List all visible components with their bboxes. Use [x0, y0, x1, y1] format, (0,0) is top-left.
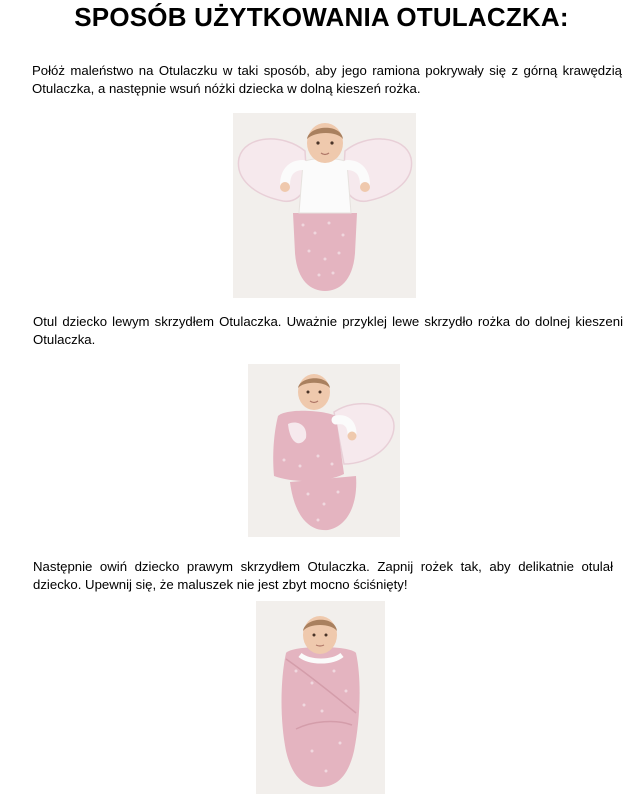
step-3-text: Następnie owiń dziecko prawym skrzydłem Otulaczka. Zapnij rożek tak, aby delikatnie otulał dziecko. Upewnij się, że maluszek nie jest zbyt mocno ściśnięty!: [33, 559, 613, 592]
step-2-photo: [248, 364, 400, 537]
page-title: SPOSÓB UŻYTKOWANIA OTULACZKA:: [74, 2, 569, 32]
baby-on-open-swaddle-illustration: [233, 113, 416, 298]
step-2-text: Otul dziecko lewym skrzydłem Otulaczka. Uważnie przyklej lewe skrzydło rożka do dolnej kieszeni Otulaczka.: [33, 314, 623, 347]
baby-fully-wrapped-illustration: [256, 601, 385, 794]
step-1-text: Połóż maleństwo na Otulaczku w taki sposób, aby jego ramiona pokrywały się z górną krawędzią Otulaczka, a następnie wsuń nóżki dziecka w dolną kieszeń rożka.: [32, 63, 622, 96]
baby-half-wrapped-illustration: [248, 364, 400, 537]
step-1-photo: [233, 113, 416, 298]
step-3-photo: [256, 601, 385, 794]
